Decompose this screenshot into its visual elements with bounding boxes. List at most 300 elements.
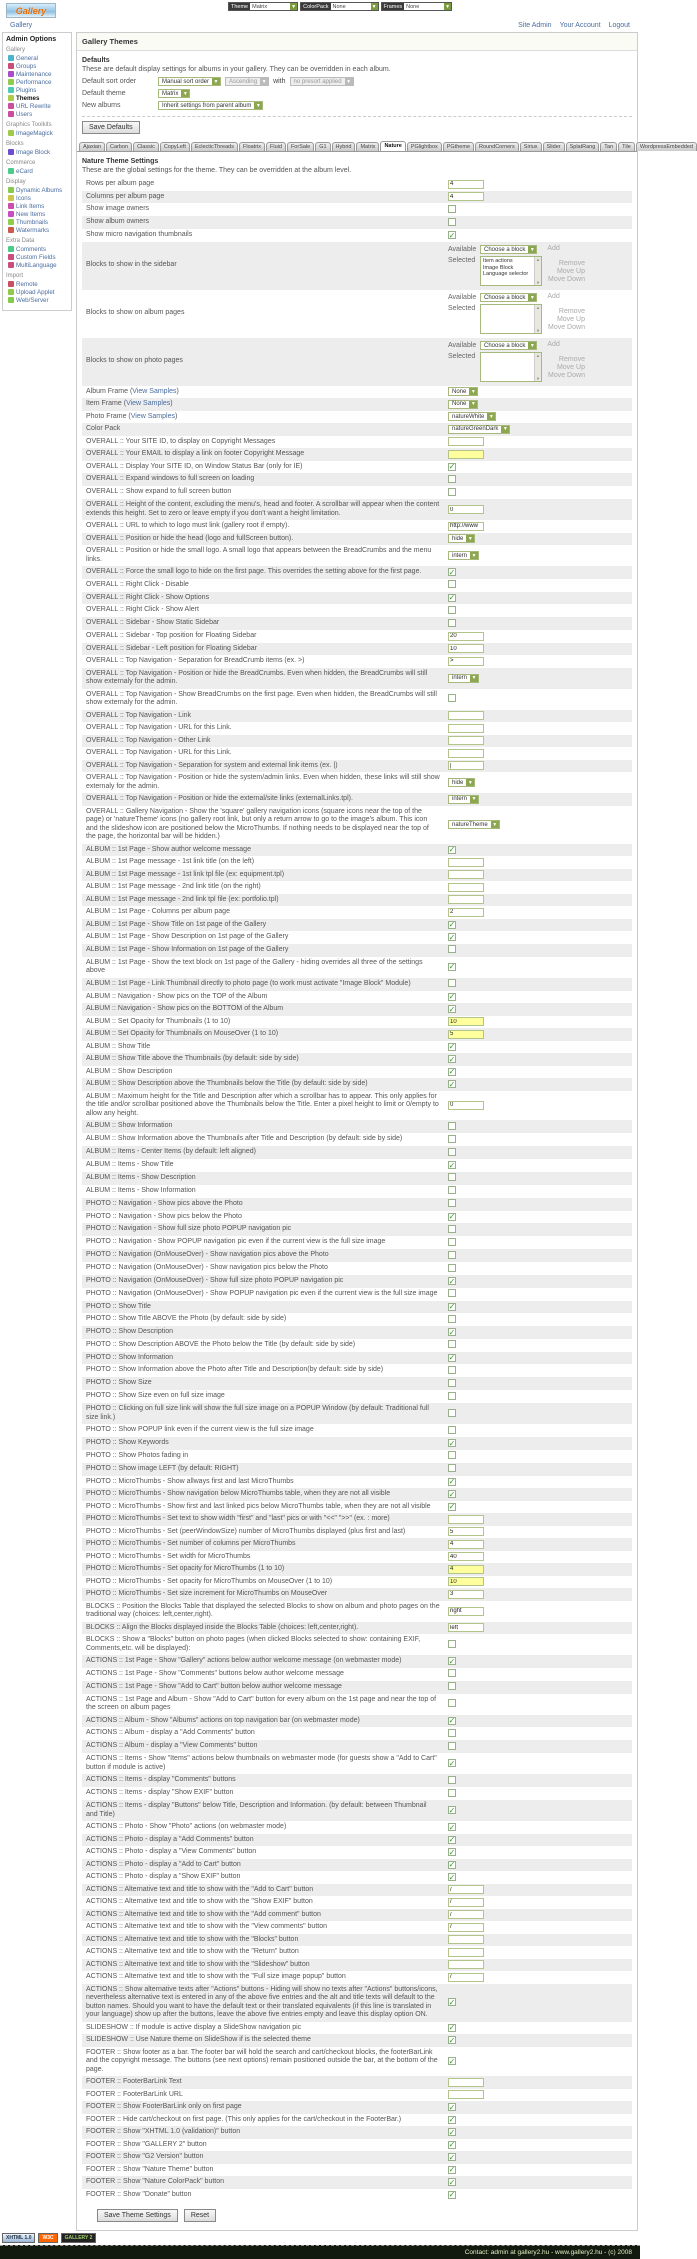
- setting-checkbox[interactable]: ✓: [448, 1477, 456, 1486]
- setting-control: [446, 777, 632, 789]
- setting-checkbox[interactable]: ✓: [448, 1004, 456, 1014]
- setting-checkbox[interactable]: ✓: [448, 1054, 456, 1064]
- setting-checkbox[interactable]: [448, 1135, 456, 1143]
- setting-row: [82, 1538, 632, 1551]
- setting-text-input[interactable]: [448, 2078, 484, 2087]
- setting-checkbox[interactable]: [448, 488, 456, 496]
- setting-text-input[interactable]: [448, 711, 484, 720]
- setting-label: ALBUM :: Items - Show Description: [86, 1173, 196, 1181]
- setting-label: FOOTER :: Show "GALLERY 2" button: [86, 2140, 207, 2148]
- tab-tile[interactable]: Tile: [618, 142, 635, 151]
- setting-row: [82, 2176, 632, 2189]
- sidebar-item-users[interactable]: [6, 110, 69, 118]
- setting-checkbox[interactable]: ✓: [448, 1276, 456, 1286]
- setting-text-input[interactable]: [448, 1565, 484, 1574]
- setting-checkbox[interactable]: ✓: [448, 1067, 456, 1076]
- view-samples-link[interactable]: View Samples: [132, 387, 177, 395]
- setting-row: [82, 906, 632, 919]
- setting-checkbox[interactable]: ✓: [448, 1079, 456, 1089]
- setting-select[interactable]: intern ▼: [448, 674, 479, 683]
- setting-text-input[interactable]: [448, 1923, 484, 1932]
- setting-checkbox[interactable]: [448, 1699, 456, 1707]
- setting-select[interactable]: None ▼: [448, 400, 478, 409]
- tab-g1[interactable]: G1: [315, 142, 330, 151]
- setting-label: ACTIONS :: Album - Show "Albums" actions on top navigation bar (on webmaster mode): [86, 1716, 360, 1724]
- setting-row: [82, 2022, 632, 2035]
- setting-row: [82, 398, 632, 411]
- selected-block-item[interactable]: Item actions: [483, 258, 513, 264]
- setting-text-input[interactable]: [448, 1017, 484, 1026]
- setting-checkbox[interactable]: ✓: [448, 1997, 456, 2007]
- chevron-down-icon: ▼: [529, 342, 535, 349]
- setting-checkbox[interactable]: ✓: [448, 2035, 456, 2045]
- save-defaults-button[interactable]: Save Defaults: [82, 121, 140, 134]
- setting-checkbox[interactable]: ✓: [448, 2177, 456, 2187]
- choose-block-select[interactable]: Choose a block ▼: [480, 245, 537, 254]
- chevron-down-icon[interactable]: ▼: [291, 3, 297, 10]
- setting-checkbox[interactable]: [448, 1789, 456, 1797]
- setting-row: [82, 1934, 632, 1947]
- new-albums-select[interactable]: Inherit settings from parent album ▼: [158, 101, 263, 110]
- setting-label: PHOTO :: MicroThumbs - Set (peerWindowSize) number of MicroThumbs displayed (plus first and last): [86, 1527, 406, 1535]
- tab-splatrang[interactable]: SplatRang: [566, 142, 600, 151]
- setting-checkbox[interactable]: ✓: [448, 1656, 456, 1666]
- move-up-link[interactable]: Move Up: [556, 363, 585, 371]
- setting-row: [82, 1694, 632, 1715]
- setting-text-input[interactable]: [448, 724, 484, 733]
- setting-control: [446, 604, 632, 617]
- setting-text-input[interactable]: [448, 644, 484, 653]
- setting-control: [446, 1638, 632, 1651]
- tab-nature[interactable]: Nature: [380, 141, 405, 151]
- setting-checkbox[interactable]: ✓: [448, 1758, 456, 1768]
- view-samples-link[interactable]: View Samples: [130, 412, 175, 420]
- choose-block-select[interactable]: Choose a block ▼: [480, 293, 537, 302]
- chevron-down-icon[interactable]: ▼: [371, 3, 377, 10]
- setting-checkbox[interactable]: [448, 1640, 456, 1648]
- setting-row: [82, 1364, 632, 1377]
- sidebar-item-icons[interactable]: [6, 194, 69, 202]
- setting-checkbox[interactable]: ✓: [448, 1716, 456, 1725]
- setting-row: [82, 1211, 632, 1224]
- setting-row: [82, 1133, 632, 1146]
- setting-checkbox[interactable]: ✓: [448, 1212, 456, 1221]
- account-link-logout[interactable]: Logout: [608, 22, 630, 29]
- selected-block-item[interactable]: Language selector: [483, 271, 529, 277]
- setting-checkbox[interactable]: ✓: [448, 567, 456, 577]
- setting-checkbox[interactable]: ✓: [448, 2165, 456, 2174]
- default-theme-select[interactable]: Matrix ▼: [158, 89, 190, 98]
- setting-control: [446, 191, 632, 203]
- setting-text-input[interactable]: [448, 1577, 484, 1586]
- selected-block-item[interactable]: Image Block: [483, 264, 514, 271]
- setting-text-input[interactable]: [448, 1935, 484, 1944]
- setting-label: PHOTO :: Show Title ABOVE the Photo (by default: side by side): [86, 1315, 287, 1323]
- setting-text-input[interactable]: [448, 1885, 484, 1894]
- setting-label: OVERALL :: Top Navigation - Other Link: [86, 736, 211, 744]
- setting-checkbox[interactable]: ✓: [448, 1805, 456, 1815]
- setting-checkbox[interactable]: [448, 1199, 456, 1207]
- setting-row: [82, 1288, 632, 1301]
- setting-control: [446, 1921, 632, 1933]
- setting-text-input[interactable]: [448, 908, 484, 917]
- custom-fields-icon: [8, 254, 14, 260]
- setting-label: Show micro navigation thumbnails: [86, 231, 193, 238]
- setting-control: [446, 579, 632, 592]
- setting-checkbox[interactable]: ✓: [448, 1835, 456, 1844]
- setting-checkbox[interactable]: [448, 1426, 456, 1434]
- sidebar-item-remote[interactable]: [6, 280, 69, 288]
- setting-text-input[interactable]: [448, 1552, 484, 1561]
- setting-checkbox[interactable]: [448, 1186, 456, 1194]
- sidebar-item-themes[interactable]: [6, 94, 69, 102]
- setting-text-input[interactable]: [448, 883, 484, 892]
- sidebar-item-label: Thumbnails: [16, 218, 48, 226]
- setting-checkbox[interactable]: [448, 205, 456, 213]
- colorpack-select[interactable]: [300, 2, 378, 11]
- sidebar-item-plugins[interactable]: [6, 86, 69, 94]
- add-block-link[interactable]: Add: [547, 341, 560, 348]
- setting-control: [446, 735, 632, 747]
- setting-text-input[interactable]: [448, 1898, 484, 1907]
- setting-checkbox[interactable]: ✓: [448, 2023, 456, 2032]
- setting-checkbox[interactable]: [448, 1173, 456, 1181]
- setting-checkbox[interactable]: ✓: [448, 1847, 456, 1857]
- setting-checkbox[interactable]: [448, 1238, 456, 1246]
- setting-label: ACTIONS :: Photo - display a "Show EXIF" button: [86, 1873, 241, 1880]
- setting-text-input[interactable]: [448, 749, 484, 758]
- gallery-logo[interactable]: [6, 3, 56, 18]
- move-down-link[interactable]: Move Down: [548, 371, 585, 379]
- setting-checkbox[interactable]: ✓: [448, 1302, 456, 1311]
- setting-row: [82, 617, 632, 630]
- sidebar-group: [6, 238, 69, 269]
- setting-checkbox[interactable]: [448, 619, 456, 627]
- sidebar-group-name: Display: [6, 179, 26, 185]
- tab-roundcorners[interactable]: RoundCorners: [475, 142, 519, 151]
- sidebar-item-link-items[interactable]: [6, 202, 69, 210]
- scrollbar[interactable]: [534, 257, 541, 285]
- theme-select[interactable]: [228, 2, 298, 11]
- tab-eclecticthreads[interactable]: EclecticThreads: [191, 142, 238, 151]
- sidebar-item-upload-applet[interactable]: [6, 288, 69, 296]
- setting-row: [82, 533, 632, 546]
- sidebar-item-image-block[interactable]: [6, 148, 69, 156]
- move-down-link[interactable]: Move Down: [548, 275, 585, 283]
- setting-checkbox[interactable]: ✓: [448, 1502, 456, 1511]
- setting-checkbox[interactable]: ✓: [448, 2152, 456, 2162]
- setting-checkbox[interactable]: [448, 979, 456, 987]
- setting-row: [82, 1403, 632, 1424]
- setting-checkbox[interactable]: ✓: [448, 2190, 456, 2199]
- save-theme-settings-button[interactable]: Save Theme Settings: [97, 2209, 178, 2222]
- sidebar-item-label: MultiLanguage: [16, 261, 57, 269]
- scrollbar[interactable]: [534, 305, 541, 333]
- setting-checkbox[interactable]: ✓: [448, 962, 456, 972]
- move-up-link[interactable]: Move Up: [556, 315, 585, 323]
- remove-block-link[interactable]: Remove: [558, 355, 585, 363]
- setting-control: [446, 338, 632, 386]
- setting-text-input[interactable]: [448, 192, 484, 201]
- setting-checkbox[interactable]: [448, 694, 456, 702]
- setting-checkbox[interactable]: ✓: [448, 1860, 456, 1869]
- xhtml-1-0-badge[interactable]: XHTML 1.0: [2, 2233, 35, 2243]
- setting-label: PHOTO :: Show Description ABOVE the Photo below the Title (by default: side by side): [86, 1340, 356, 1348]
- setting-checkbox[interactable]: ✓: [448, 920, 456, 929]
- setting-checkbox[interactable]: [448, 1742, 456, 1750]
- setting-text-input[interactable]: [448, 505, 484, 514]
- sidebar-item-performance[interactable]: [6, 78, 69, 86]
- move-down-link[interactable]: Move Down: [548, 323, 585, 331]
- setting-row: [82, 1185, 632, 1198]
- setting-text-input[interactable]: [448, 1623, 484, 1632]
- default-sort-order-field: [82, 77, 632, 86]
- setting-checkbox[interactable]: ✓: [448, 2140, 456, 2149]
- tab-ajaxian[interactable]: Ajaxian: [79, 142, 105, 151]
- setting-control: [446, 1236, 632, 1249]
- setting-checkbox[interactable]: ✓: [448, 1042, 456, 1051]
- setting-checkbox[interactable]: [448, 606, 456, 614]
- setting-checkbox[interactable]: ✓: [448, 2115, 456, 2124]
- setting-select[interactable]: None ▼: [448, 387, 478, 396]
- setting-text-input[interactable]: [448, 1948, 484, 1957]
- w3c-badge[interactable]: W3C: [38, 2233, 57, 2243]
- setting-row: [82, 1313, 632, 1326]
- setting-select[interactable]: hide ▼: [448, 534, 475, 543]
- setting-checkbox[interactable]: [448, 1669, 456, 1677]
- tab-carbon[interactable]: Carbon: [106, 142, 132, 151]
- setting-text-input[interactable]: [448, 1515, 484, 1524]
- tab-pglightbox[interactable]: PGlightbox: [407, 142, 442, 151]
- gallery-2-badge[interactable]: GALLERY 2: [61, 2233, 97, 2243]
- add-block-link[interactable]: Add: [547, 293, 560, 300]
- setting-text-input[interactable]: [448, 1960, 484, 1969]
- sidebar-item-watermarks[interactable]: [6, 226, 69, 234]
- setting-checkbox[interactable]: ✓: [448, 593, 456, 602]
- setting-control: [446, 672, 632, 684]
- setting-checkbox[interactable]: ✓: [448, 845, 456, 854]
- setting-checkbox[interactable]: [448, 1122, 456, 1130]
- setting-label: ACTIONS :: Album - display a "View Comments" button: [86, 1742, 258, 1750]
- setting-checkbox[interactable]: [448, 1776, 456, 1784]
- setting-checkbox[interactable]: [448, 1379, 456, 1387]
- setting-label: PHOTO :: Show Description: [86, 1328, 174, 1335]
- setting-control: [446, 1327, 632, 1339]
- setting-text-input[interactable]: [448, 895, 484, 904]
- setting-text-input[interactable]: [448, 1540, 484, 1549]
- setting-text-input[interactable]: [448, 1101, 484, 1110]
- chevron-down-icon: ▼: [492, 821, 498, 828]
- setting-checkbox[interactable]: [448, 1315, 456, 1323]
- chevron-down-icon: ▼: [471, 675, 477, 681]
- setting-row: [82, 668, 632, 689]
- setting-checkbox[interactable]: [448, 1464, 456, 1472]
- setting-checkbox[interactable]: [448, 218, 456, 226]
- tab-siriux[interactable]: Siriux: [520, 142, 542, 151]
- tab-classic[interactable]: Classic: [133, 142, 159, 151]
- setting-checkbox[interactable]: [448, 1392, 456, 1400]
- setting-row: [82, 1016, 632, 1029]
- setting-text-input[interactable]: [448, 1973, 484, 1982]
- setting-label: OVERALL :: Expand windows to full screen on loading: [86, 475, 255, 483]
- setting-row: [82, 1526, 632, 1539]
- setting-select[interactable]: intern ▼: [448, 795, 479, 804]
- setting-checkbox[interactable]: ✓: [448, 1353, 456, 1362]
- move-up-link[interactable]: Move Up: [556, 267, 585, 275]
- setting-text-input[interactable]: [448, 1527, 484, 1536]
- selected-blocks-list[interactable]: [480, 352, 542, 382]
- setting-control: [446, 1834, 632, 1846]
- setting-checkbox[interactable]: ✓: [448, 1438, 456, 1448]
- setting-text-input[interactable]: [448, 632, 484, 641]
- setting-checkbox[interactable]: ✓: [448, 2127, 456, 2137]
- setting-checkbox[interactable]: [448, 1451, 456, 1459]
- setting-checkbox[interactable]: [448, 475, 456, 483]
- setting-checkbox[interactable]: ✓: [448, 230, 456, 240]
- sidebar-item-dynamic-albums[interactable]: [6, 186, 69, 194]
- setting-checkbox[interactable]: ✓: [448, 2056, 456, 2066]
- setting-checkbox[interactable]: ✓: [448, 1489, 456, 1499]
- view-samples-link[interactable]: View Samples: [126, 400, 171, 407]
- setting-label: ACTIONS :: 1st Page and Album - Show "Add to Cart" button for every album on the 1st page and near the top of the screen on album pages: [86, 1695, 437, 1711]
- setting-select[interactable]: natureGreenDark ▼: [448, 425, 510, 434]
- tab-tan[interactable]: Tan: [600, 142, 617, 151]
- setting-control: [446, 1301, 632, 1313]
- setting-control: [446, 1146, 632, 1159]
- sidebar-item-groups[interactable]: [6, 62, 69, 70]
- breadcrumb[interactable]: Gallery: [10, 22, 33, 29]
- reset-button[interactable]: Reset: [184, 2209, 216, 2222]
- setting-text-input[interactable]: [448, 870, 484, 879]
- setting-row: [82, 2101, 632, 2114]
- setting-checkbox[interactable]: [448, 1148, 456, 1156]
- sidebar-item-new-items[interactable]: [6, 210, 69, 218]
- setting-text-input[interactable]: [448, 522, 484, 531]
- setting-control: [446, 398, 632, 410]
- remove-block-link[interactable]: Remove: [558, 259, 585, 267]
- setting-label: ACTIONS :: Items - Show "Items" actions below thumbnails on webmaster mode (for guests show a "Add to Cart" button if module is active): [86, 1755, 437, 1771]
- setting-checkbox[interactable]: ✓: [448, 992, 456, 1001]
- frames-select[interactable]: [381, 2, 453, 11]
- setting-control: [446, 1847, 632, 1859]
- setting-checkbox[interactable]: ✓: [448, 1822, 456, 1832]
- selected-blocks-list[interactable]: [480, 304, 542, 334]
- dynamic-albums-icon: [8, 187, 14, 193]
- add-block-link[interactable]: Add: [547, 245, 560, 252]
- setting-select[interactable]: natureTheme ▼: [448, 820, 500, 829]
- setting-checkbox[interactable]: ✓: [448, 932, 456, 942]
- sidebar-item-custom-fields[interactable]: [6, 253, 69, 261]
- setting-control: [446, 1668, 632, 1681]
- sidebar-item-imagemagick[interactable]: [6, 129, 69, 137]
- setting-checkbox[interactable]: [448, 1729, 456, 1737]
- setting-row: [82, 411, 632, 424]
- sidebar-item-comments[interactable]: [6, 245, 69, 253]
- tab-hybrid[interactable]: Hybrid: [332, 142, 356, 151]
- setting-text-input[interactable]: [448, 450, 484, 459]
- setting-checkbox[interactable]: [448, 1340, 456, 1348]
- setting-label: PHOTO :: Show POPUP link even if the current view is the full size image: [86, 1426, 314, 1434]
- sort-preset-select: no presort applied ▼: [290, 77, 354, 86]
- sidebar-item-web-server[interactable]: [6, 296, 69, 304]
- setting-checkbox[interactable]: [448, 1682, 456, 1690]
- tab-forsale[interactable]: ForSale: [287, 142, 314, 151]
- sidebar-item-thumbnails[interactable]: [6, 218, 69, 226]
- sidebar-item-multilanguage[interactable]: [6, 261, 69, 269]
- account-link-site-admin[interactable]: Site Admin: [518, 22, 552, 29]
- setting-text-input[interactable]: [448, 180, 484, 189]
- setting-checkbox[interactable]: [448, 1264, 456, 1272]
- sidebar-item-label: Themes: [16, 94, 40, 102]
- tab-slider[interactable]: Slider: [543, 142, 565, 151]
- scrollbar[interactable]: [534, 353, 541, 381]
- sidebar-item-ecard[interactable]: [6, 167, 69, 175]
- setting-checkbox[interactable]: [448, 1251, 456, 1259]
- settings-table: [82, 178, 632, 2201]
- tab-matrix[interactable]: Matrix: [356, 142, 379, 151]
- setting-select[interactable]: intern ▼: [448, 551, 479, 560]
- setting-label: ALBUM :: 1st Page - Columns per album page: [86, 908, 230, 915]
- account-link-your-account[interactable]: Your Account: [559, 22, 601, 29]
- setting-select[interactable]: natureWhite ▼: [448, 412, 496, 421]
- setting-checkbox[interactable]: [448, 1366, 456, 1374]
- setting-checkbox[interactable]: ✓: [448, 2102, 456, 2112]
- remove-block-link[interactable]: Remove: [558, 307, 585, 315]
- setting-text-input[interactable]: [448, 858, 484, 867]
- setting-row: [82, 448, 632, 461]
- setting-text-input[interactable]: [448, 1030, 484, 1039]
- sidebar-item-maintenance[interactable]: [6, 70, 69, 78]
- setting-label: PHOTO :: Show image LEFT (by default: RIGHT): [86, 1464, 239, 1472]
- setting-text-input[interactable]: [448, 1590, 484, 1599]
- choose-block-select[interactable]: Choose a block ▼: [480, 341, 537, 350]
- setting-checkbox[interactable]: ✓: [448, 1160, 456, 1170]
- setting-text-input[interactable]: [448, 1607, 484, 1616]
- tab-wordpressembedded[interactable]: WordpressEmbedded: [636, 142, 697, 151]
- setting-row: [82, 844, 632, 857]
- setting-label: ACTIONS :: Alternative text and title to show with the "Return" button: [86, 1948, 299, 1955]
- setting-select[interactable]: hide ▼: [448, 778, 475, 787]
- setting-checkbox[interactable]: [448, 580, 456, 588]
- tab-floatrix[interactable]: Floatrix: [239, 142, 265, 151]
- setting-text-input[interactable]: [448, 736, 484, 745]
- icons-icon: [8, 195, 14, 201]
- default-sort-order-select[interactable]: Manual sort order ▼: [158, 77, 221, 86]
- chevron-down-icon: ▼: [255, 102, 261, 109]
- setting-text-input[interactable]: [448, 2090, 484, 2099]
- setting-control: [446, 978, 632, 991]
- setting-checkbox[interactable]: ✓: [448, 1872, 456, 1882]
- setting-checkbox[interactable]: ✓: [448, 462, 456, 471]
- setting-checkbox[interactable]: [448, 1409, 456, 1417]
- setting-checkbox[interactable]: [448, 1289, 456, 1297]
- setting-text-input[interactable]: [448, 437, 484, 446]
- setting-text-input[interactable]: [448, 1910, 484, 1919]
- setting-checkbox[interactable]: [448, 1225, 456, 1233]
- setting-text-input[interactable]: [448, 761, 484, 770]
- tab-copyleft[interactable]: CopyLeft: [160, 142, 190, 151]
- setting-checkbox[interactable]: ✓: [448, 1327, 456, 1337]
- tab-fluid[interactable]: Fluid: [266, 142, 286, 151]
- tab-pgtheme[interactable]: PGtheme: [443, 142, 474, 151]
- selected-blocks-list[interactable]: [480, 256, 542, 286]
- setting-label: Blocks to show in the sidebar: [86, 261, 177, 269]
- sidebar-item-general[interactable]: [6, 54, 69, 62]
- setting-text-input[interactable]: [448, 657, 484, 666]
- setting-checkbox[interactable]: [448, 945, 456, 953]
- sidebar-item-url-rewrite[interactable]: [6, 102, 69, 110]
- chevron-down-icon[interactable]: ▼: [445, 3, 451, 10]
